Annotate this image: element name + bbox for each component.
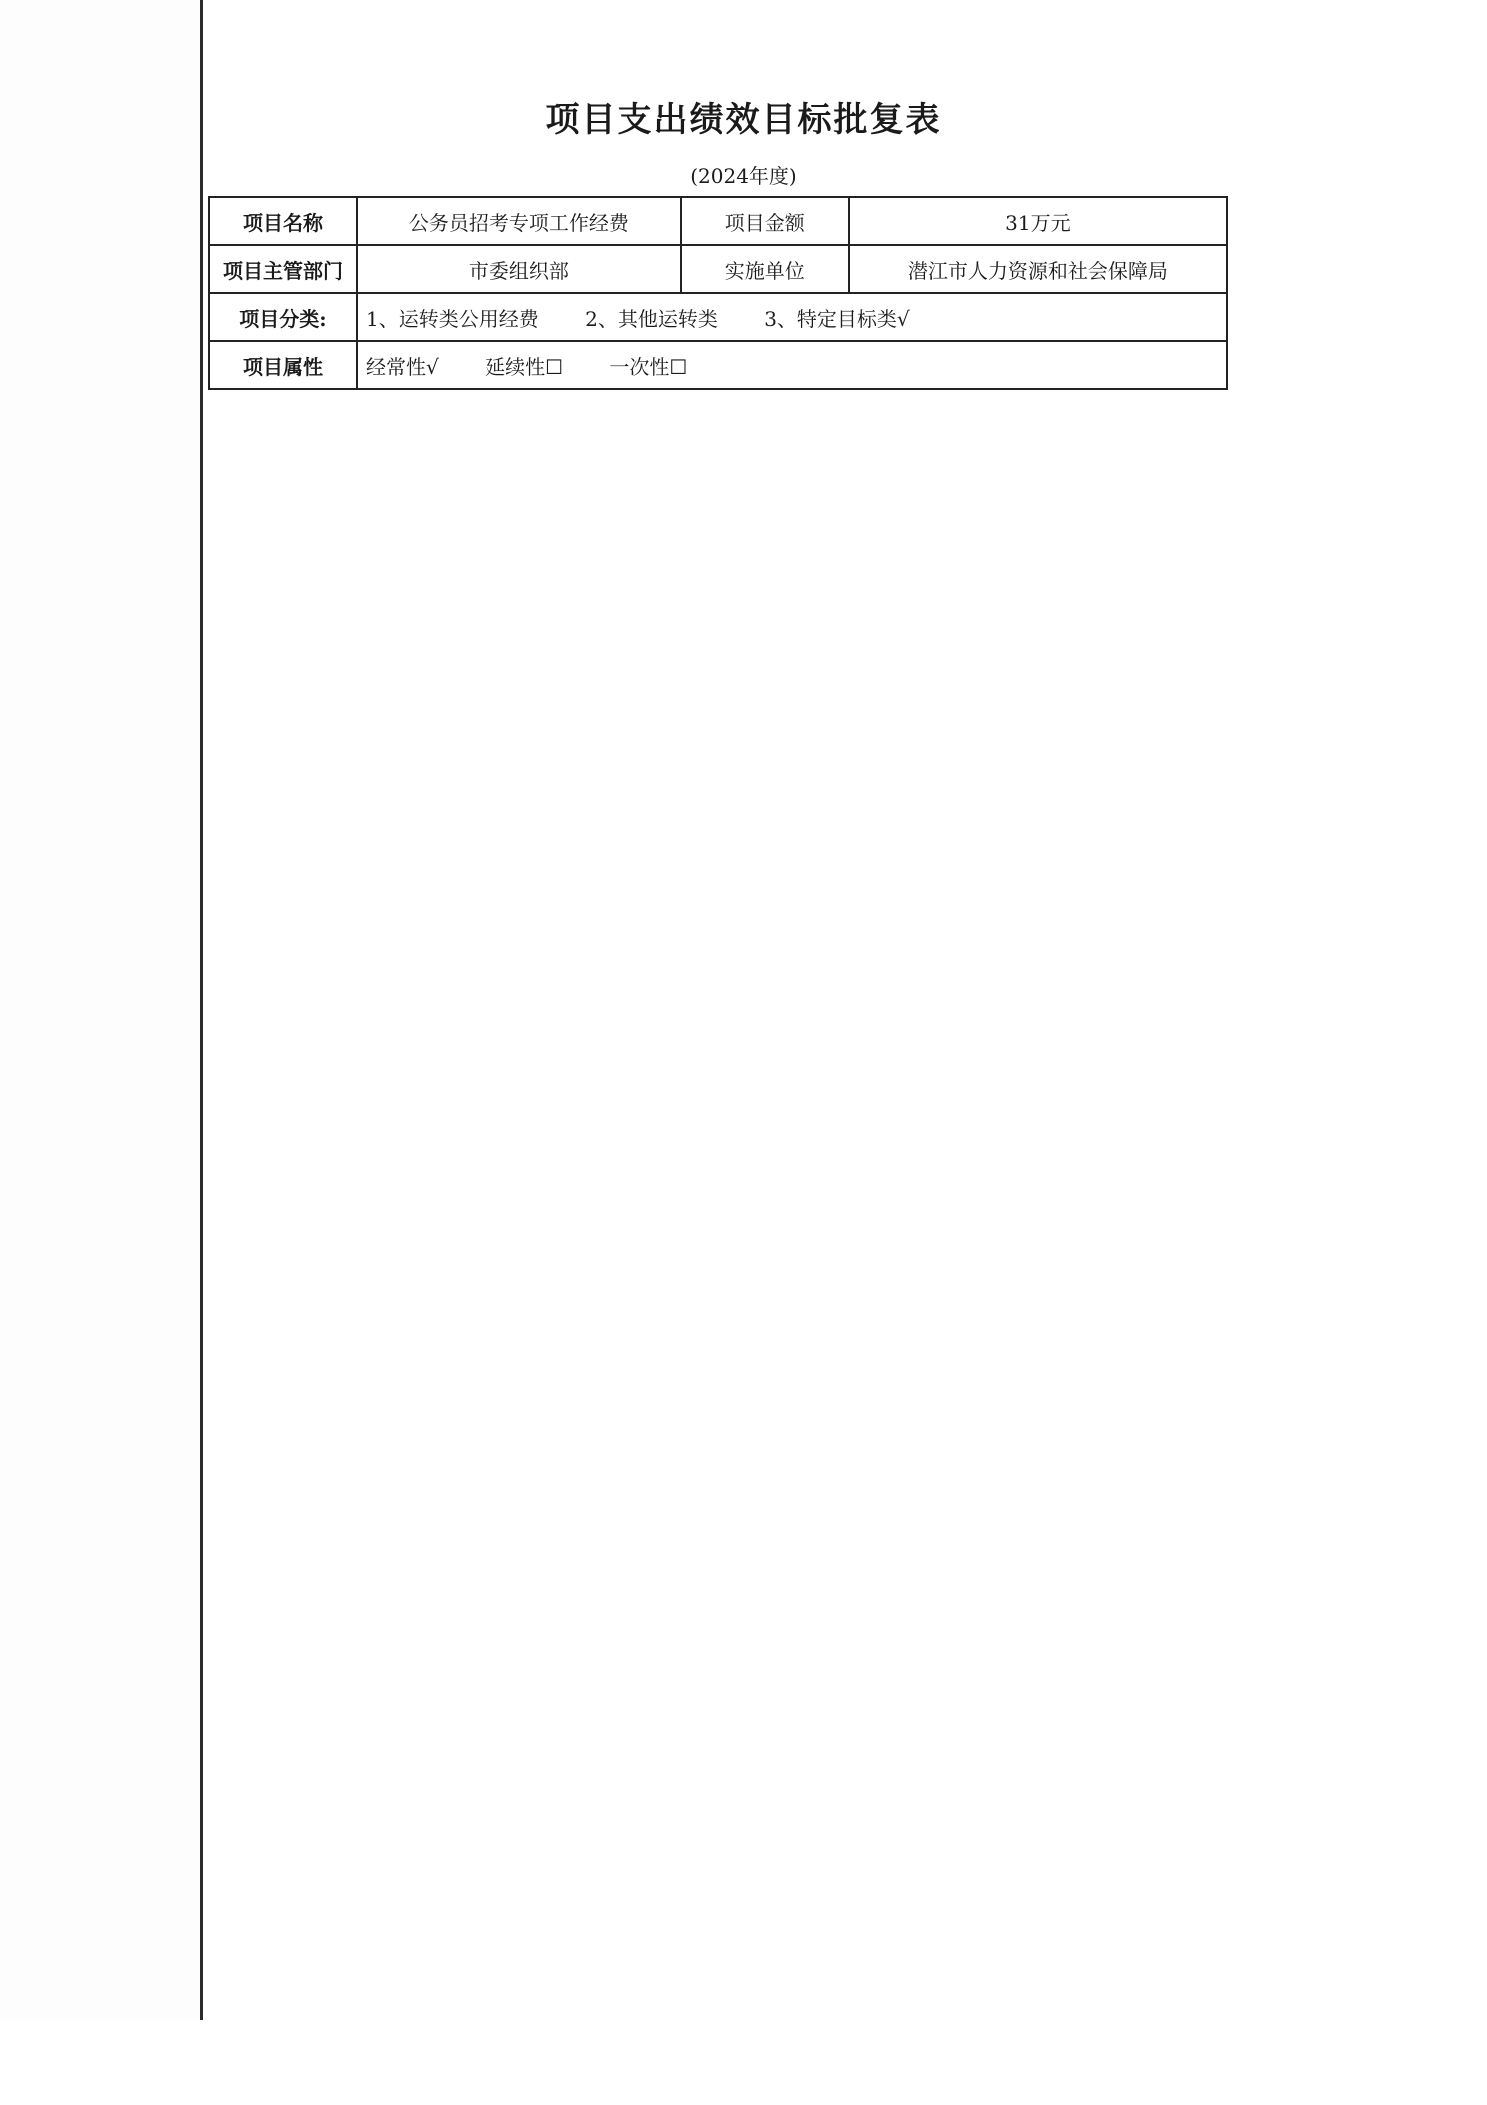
project-name-label: 项目名称: [209, 197, 357, 245]
category-label: 项目分类:: [209, 293, 357, 341]
table-row: [209, 341, 1227, 389]
attribute-option-2: 延续性☐: [485, 354, 564, 379]
project-name-value: 公务员招考专项工作经费: [357, 197, 681, 245]
unit-label: 实施单位: [681, 245, 849, 293]
category-option-3: 3、特定目标类√: [764, 306, 910, 331]
category-values: [357, 293, 1227, 341]
basic-info-table: [208, 196, 1228, 390]
attribute-values: [357, 341, 1227, 389]
dept-label: 项目主管部门: [209, 245, 357, 293]
dept-value: 市委组织部: [357, 245, 681, 293]
unit-value: 潜江市人力资源和社会保障局: [849, 245, 1227, 293]
category-option-2: 2、其他运转类: [585, 306, 718, 331]
project-amount-label: 项目金额: [681, 197, 849, 245]
attribute-option-3: 一次性☐: [609, 354, 688, 379]
attribute-label: 项目属性: [209, 341, 357, 389]
category-option-1: 1、运转类公用经费: [366, 306, 539, 331]
table-row: [209, 245, 1227, 293]
project-amount-value: 31万元: [849, 197, 1227, 245]
document-year: (2024年度): [690, 164, 797, 188]
table-row: [209, 197, 1227, 245]
attribute-option-1: 经常性√: [366, 354, 439, 379]
page-binding-edge: [0, 0, 203, 2020]
table-row: [209, 293, 1227, 341]
document-title: 项目支出绩效目标批复表: [545, 100, 942, 140]
